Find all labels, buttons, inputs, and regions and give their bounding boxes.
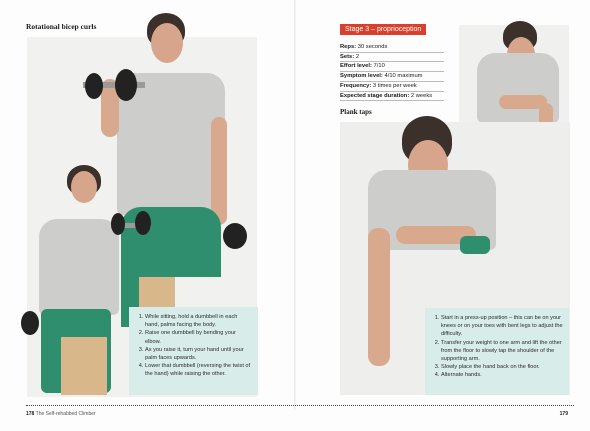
- instructions-box-right: [425, 308, 569, 395]
- exercise-title-left: Rotational bicep curls: [26, 22, 97, 31]
- instruction-step: 2. Raise one dumbbell by bending your elbow.: [145, 329, 252, 345]
- instruction-step: 3. Slowly place the hand back on the floor.: [441, 363, 563, 371]
- footer-left: [26, 411, 96, 417]
- stage-details: [340, 43, 444, 101]
- instruction-step: 3. As you raise it, turn your hand until your palm faces upwards.: [145, 346, 252, 362]
- page-number-left: 178: [26, 411, 35, 417]
- instruction-step: 1. Start in a press-up position – this can be on your knees or on your toes with bent legs to adjust the difficulty.: [441, 314, 563, 339]
- instruction-step: 1. While sitting, hold a dumbbell in each hand, palms facing the body.: [145, 313, 252, 329]
- instruction-step: 2. Transfer your weight to one arm and lift the other from the floor to slowly tap the shoulder of the supporting arm.: [441, 339, 563, 364]
- book-title: The Self-rehabbed Climber: [35, 411, 96, 417]
- page-number-right: 179: [559, 411, 568, 417]
- dumbbell-lowered: [223, 223, 247, 249]
- instructions-box-left: [129, 307, 258, 395]
- footer-rule: [26, 405, 574, 406]
- detail-row: Symptom level: 4/10 maximum: [340, 72, 444, 82]
- instruction-step: 4. Alternate hands.: [441, 371, 563, 379]
- page-gutter: [294, 0, 296, 410]
- exercise-title-right: Plank taps: [340, 108, 372, 116]
- instruction-step: 4. Lower that dumbbell (reversing the twist of the hand) while raising the other.: [145, 362, 252, 378]
- detail-row: Expected stage duration: 2 weeks: [340, 92, 444, 102]
- detail-row: Sets: 2: [340, 53, 444, 63]
- detail-row: Reps: 30 seconds: [340, 43, 444, 53]
- stage-badge: Stage 3 – proprioception: [340, 24, 426, 35]
- detail-row: Frequency: 3 times per week: [340, 82, 444, 92]
- detail-row: Effort level: 7/10: [340, 62, 444, 72]
